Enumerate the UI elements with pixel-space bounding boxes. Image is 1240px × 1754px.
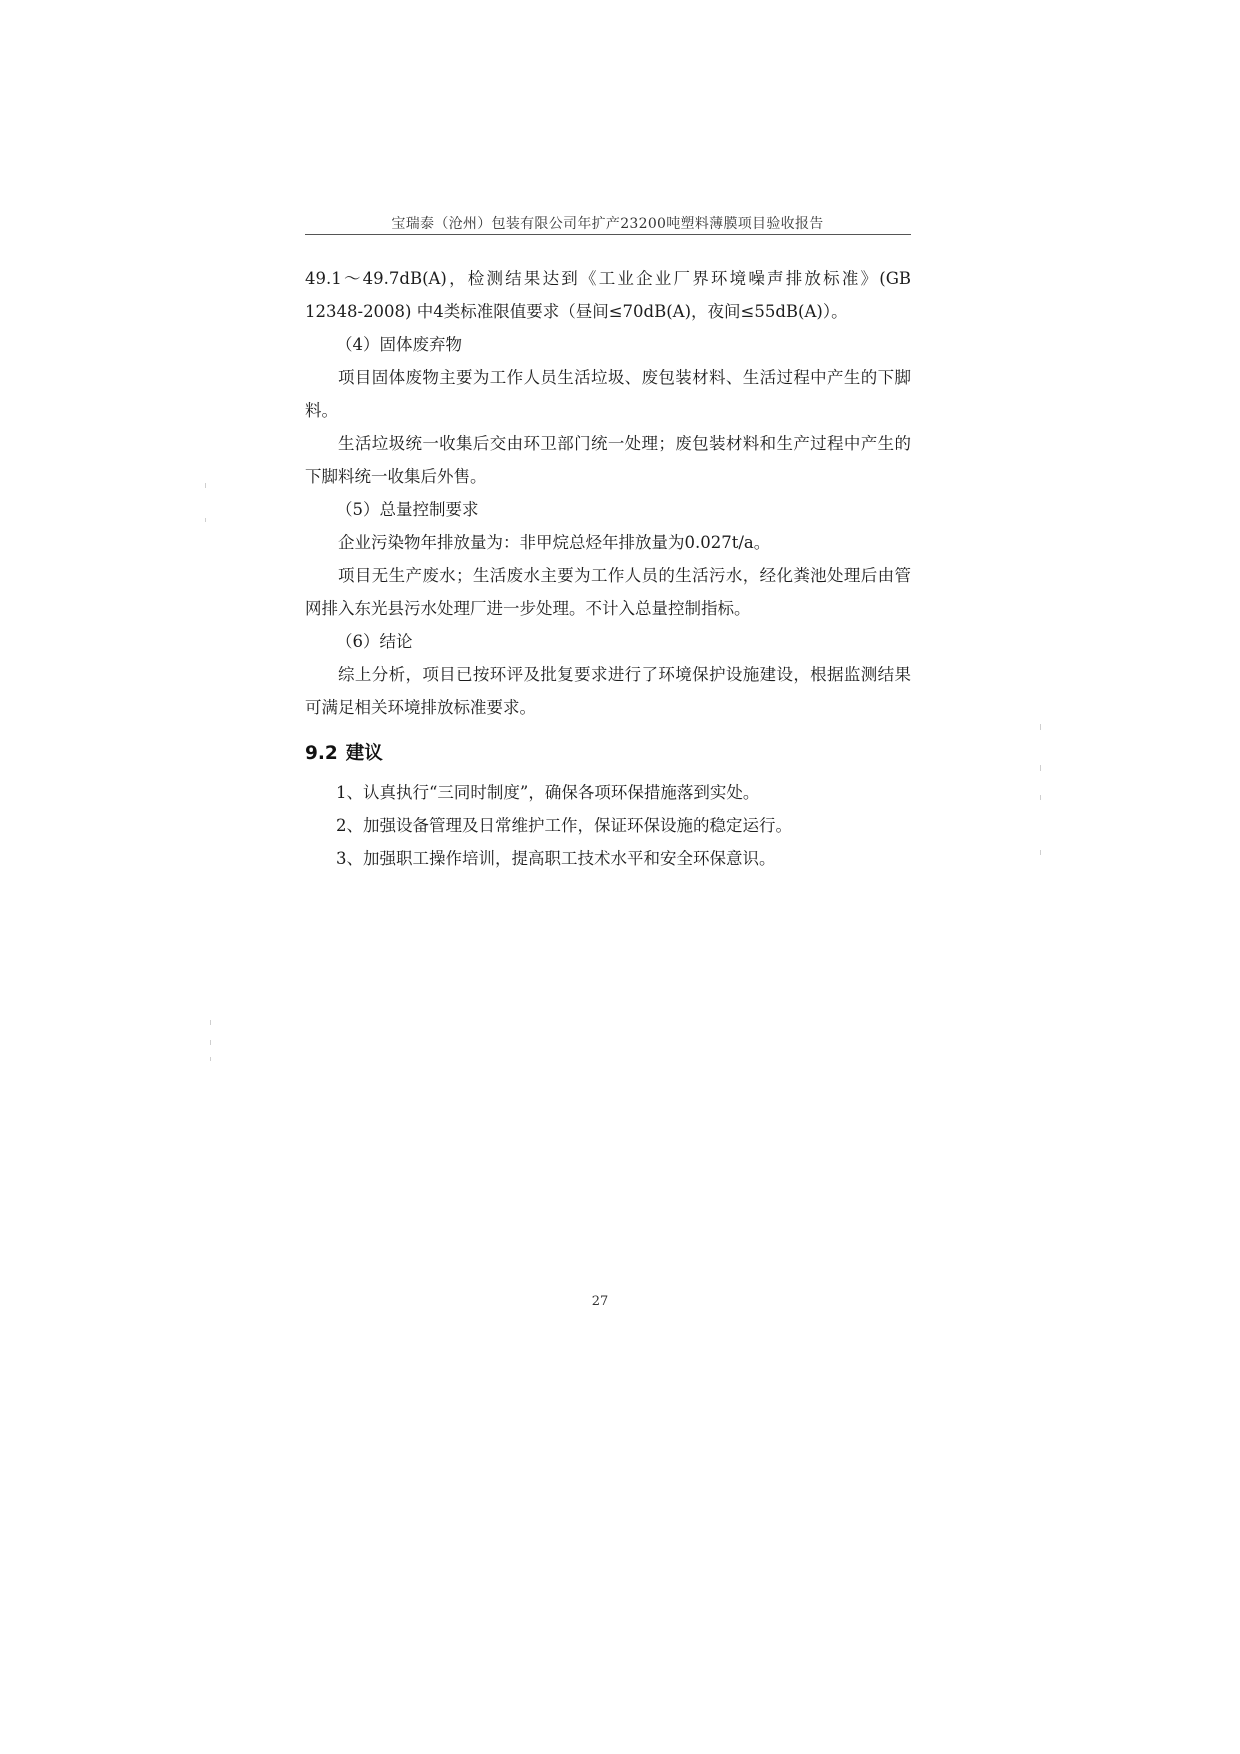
section-9-2-heading	[305, 738, 911, 770]
section-title: 建议	[345, 743, 383, 764]
page-content	[305, 262, 911, 875]
solid-waste-paragraph-1: 项目固体废物主要为工作人员生活垃圾、废包装材料、生活过程中产生的下脚料。	[305, 368, 911, 420]
scan-speck	[210, 1040, 211, 1045]
recommendation-item: 1、认真执行“三同时制度”，确保各项环保措施落到实处。	[336, 783, 760, 802]
recommendation-item: 2、加强设备管理及日常维护工作，保证环保设施的稳定运行。	[336, 816, 792, 835]
scan-speck	[210, 1057, 211, 1061]
page-number: 27	[591, 1294, 609, 1309]
header-divider	[305, 234, 911, 235]
scan-speck	[1040, 765, 1041, 771]
noise-result-paragraph: 49.1～49.7dB(A)，检测结果达到《工业企业厂界环境噪声排放标准》(GB 12348-2008) 中4类标准限值要求（昼间≤70dB(A)，夜间≤55dB(A)）。	[305, 269, 911, 321]
scan-speck	[1040, 850, 1041, 855]
scan-speck	[1040, 724, 1041, 730]
scan-speck	[210, 1020, 211, 1025]
running-header: 宝瑞泰（沧州）包装有限公司年扩产23200吨塑料薄膜项目验收报告	[391, 216, 824, 232]
solid-waste-heading: （4）固体废弃物	[336, 335, 462, 354]
recommendation-item: 3、加强职工操作培训，提高职工技术水平和安全环保意识。	[336, 849, 776, 868]
scan-speck	[1040, 795, 1041, 800]
conclusion-heading: （6）结论	[336, 632, 413, 651]
scan-speck	[205, 483, 206, 488]
total-control-paragraph-2: 项目无生产废水；生活废水主要为工作人员的生活污水，经化粪池处理后由管网排入东光县污水处理厂进一步处理。不计入总量控制指标。	[305, 566, 911, 618]
section-number: 9.2	[305, 743, 338, 764]
conclusion-paragraph: 综上分析，项目已按环评及批复要求进行了环境保护设施建设，根据监测结果可满足相关环境排放标准要求。	[305, 665, 911, 717]
total-control-paragraph-1: 企业污染物年排放量为：非甲烷总烃年排放量为0.027t/a。	[338, 533, 771, 552]
solid-waste-paragraph-2: 生活垃圾统一收集后交由环卫部门统一处理；废包装材料和生产过程中产生的下脚料统一收集后外售。	[305, 434, 911, 486]
scan-speck	[205, 518, 206, 522]
total-control-heading: （5）总量控制要求	[336, 500, 479, 519]
recommendation-list	[305, 776, 911, 875]
